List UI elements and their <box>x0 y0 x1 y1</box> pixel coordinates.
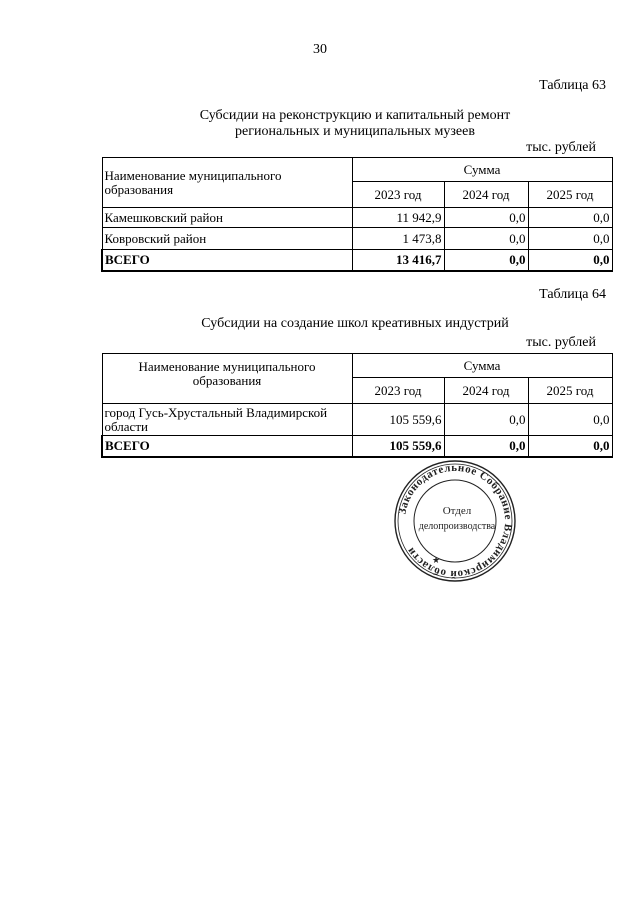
row-value-2025: 0,0 <box>528 208 612 228</box>
total-label: ВСЕГО <box>102 436 352 457</box>
table-row <box>102 208 612 228</box>
table-64-header-name: Наименование муниципального образования <box>102 354 352 404</box>
table-63 <box>101 157 613 272</box>
table-64 <box>101 353 613 458</box>
table-row <box>102 404 612 436</box>
table-64-units: тыс. рублей <box>526 335 596 350</box>
row-value-2025: 0,0 <box>528 228 612 250</box>
total-value-2025: 0,0 <box>528 436 612 457</box>
table-total-row <box>102 436 612 457</box>
row-name: Камешковский район <box>102 208 352 228</box>
row-name: город Гусь-Хрустальный Владимирской области <box>102 404 352 436</box>
table-64-label: Таблица 64 <box>539 287 606 302</box>
table-64-year-2024: 2024 год <box>444 378 528 404</box>
seal-ring-text: Законодательное Собрание Владимирской области <box>396 461 515 581</box>
table-63-label: Таблица 63 <box>539 78 606 93</box>
table-64-year-2023: 2023 год <box>352 378 444 404</box>
row-value-2024: 0,0 <box>444 228 528 250</box>
row-value-2023: 1 473,8 <box>352 228 444 250</box>
seal-center-line-1: Отдел <box>442 505 472 517</box>
table-63-title <box>100 108 610 140</box>
total-value-2025: 0,0 <box>528 250 612 271</box>
page-number: 30 <box>313 42 327 57</box>
table-63-header-sum: Сумма <box>352 158 612 182</box>
row-name: Ковровский район <box>102 228 352 250</box>
row-value-2023: 11 942,9 <box>352 208 444 228</box>
table-63-title-line-1: Субсидии на реконструкцию и капитальный ремонт <box>199 108 511 123</box>
table-63-year-2025: 2025 год <box>528 182 612 208</box>
row-value-2025: 0,0 <box>528 404 612 436</box>
table-64-title: Субсидии на создание школ креативных индустрий <box>201 316 509 331</box>
total-value-2023: 105 559,6 <box>352 436 444 457</box>
table-63-units: тыс. рублей <box>526 140 596 155</box>
table-63-header-name: Наименование муниципального образования <box>102 158 352 208</box>
total-value-2024: 0,0 <box>444 436 528 457</box>
seal-star-icon: ★ <box>432 555 441 565</box>
official-seal <box>385 459 525 584</box>
table-63-title-line-2: региональных и муниципальных музеев <box>235 124 475 139</box>
table-total-row <box>102 250 612 271</box>
total-value-2024: 0,0 <box>444 250 528 271</box>
total-value-2023: 13 416,7 <box>352 250 444 271</box>
table-64-header-sum: Сумма <box>352 354 612 378</box>
row-value-2024: 0,0 <box>444 208 528 228</box>
row-value-2024: 0,0 <box>444 404 528 436</box>
table-63-year-2023: 2023 год <box>352 182 444 208</box>
total-label: ВСЕГО <box>102 250 352 271</box>
seal-center-line-2: делопроизводства <box>418 521 496 532</box>
row-value-2023: 105 559,6 <box>352 404 444 436</box>
table-64-year-2025: 2025 год <box>528 378 612 404</box>
table-63-year-2024: 2024 год <box>444 182 528 208</box>
table-row <box>102 228 612 250</box>
